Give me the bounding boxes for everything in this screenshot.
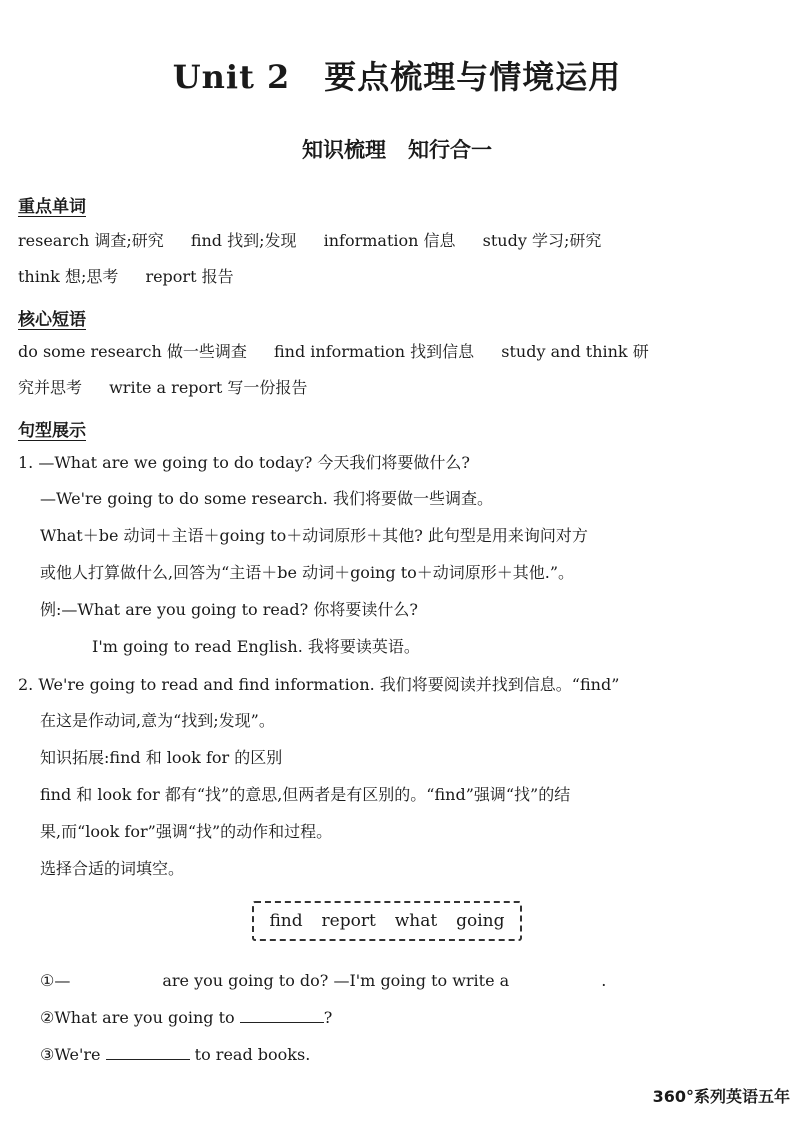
unit-topic: 要点梳理与情境运用	[324, 58, 622, 96]
pattern-2-line-4: find 和 look for 都有“找”的意思,但两者是有区别的。“find”强调“找”的结	[40, 785, 571, 804]
exercise-3-text: ③We're	[40, 1045, 101, 1064]
word-item: think 想;思考	[18, 267, 119, 286]
exercise-1	[40, 971, 606, 991]
word-choice: report	[321, 911, 376, 931]
patterns-heading: 句型展示	[18, 421, 86, 441]
phrases-line-2	[18, 378, 307, 398]
pattern-1-explanation-2: 或他人打算做什么,回答为“主语＋be 动词＋going to＋动词原形＋其他.”。	[40, 563, 575, 582]
pattern-1-explanation-1: What＋be 动词＋主语＋going to＋动词原形＋其他? 此句型是用来询问对方	[40, 526, 588, 545]
phrase-item: find information 找到信息	[273, 342, 475, 361]
exercise-1-text: are you going to do? —I'm going to write a	[162, 971, 510, 990]
subtitle-part1: 知识梳理	[302, 138, 386, 162]
pattern-1-answer: —We're going to do some research. 我们将要做一些调查。	[40, 489, 493, 508]
pattern-2-line-1: 2. We're going to read and find information. 我们将要阅读并找到信息。“find”	[18, 675, 620, 694]
word-choice: going	[456, 911, 505, 931]
exercise-2-end: ?	[323, 1008, 333, 1027]
pattern-2-line-3: 知识拓展:find 和 look for 的区别	[40, 748, 283, 767]
word-choice: what	[394, 911, 438, 931]
exercise-3	[40, 1045, 310, 1065]
pattern-2-line-2: 在这是作动词,意为“找到;发现”。	[40, 711, 275, 730]
word-item: research 调查;研究	[18, 231, 164, 250]
page-title	[0, 52, 794, 98]
exercise-1-prefix: ①—	[40, 971, 71, 990]
words-line-2	[18, 267, 234, 287]
word-item: find 找到;发现	[190, 231, 297, 250]
pattern-2-line-6: 选择合适的词填空。	[40, 859, 185, 878]
words-heading: 重点单词	[18, 197, 86, 217]
exercise-3-end: to read books.	[194, 1045, 311, 1064]
phrases-heading: 核心短语	[18, 310, 86, 330]
exercise-2-text: ②What are you going to	[40, 1008, 235, 1027]
section-subtitle	[0, 134, 794, 164]
exercise-3-blank[interactable]	[106, 1045, 190, 1060]
subtitle-part2: 知行合一	[408, 138, 492, 162]
word-item: report 报告	[145, 267, 234, 286]
phrases-line-1	[18, 342, 649, 362]
phrase-item: study and think 研	[501, 342, 649, 361]
exercise-2	[40, 1008, 332, 1028]
pattern-1-example-question: 例:—What are you going to read? 你将要读什么?	[40, 600, 418, 619]
exercise-1-end: .	[601, 971, 607, 990]
word-item: study 学习;研究	[482, 231, 602, 250]
exercise-2-blank[interactable]	[240, 1008, 324, 1023]
unit-label: Unit 2	[172, 58, 291, 96]
pattern-2-line-5: 果,而“look for”强调“找”的动作和过程。	[40, 822, 333, 841]
word-choice-box	[252, 901, 522, 941]
phrase-item: do some research 做一些调查	[18, 342, 247, 361]
words-line-1	[18, 231, 601, 251]
word-item: information 信息	[323, 231, 456, 250]
series-footer: 360°系列英语五年	[652, 1087, 790, 1106]
word-choice: find	[269, 911, 303, 931]
pattern-1-question: 1. —What are we going to do today? 今天我们将要做什么?	[18, 453, 471, 472]
pattern-1-example-answer: I'm going to read English. 我将要读英语。	[92, 637, 420, 656]
phrase-item: 究并思考	[18, 378, 83, 397]
phrase-item: write a report 写一份报告	[109, 378, 308, 397]
